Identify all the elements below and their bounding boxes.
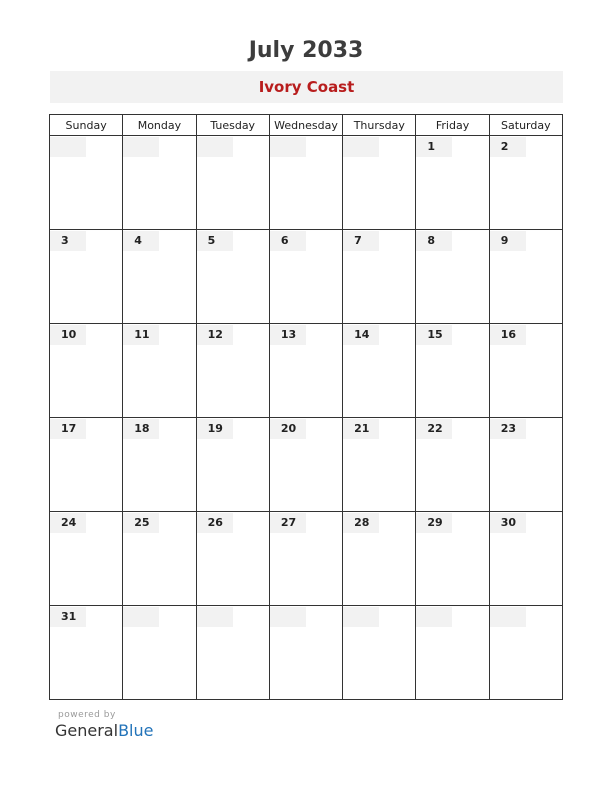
powered-by-text: powered by xyxy=(58,710,116,720)
day-number: 7 xyxy=(343,231,379,251)
day-cell[interactable] xyxy=(269,606,342,700)
day-number: 30 xyxy=(490,513,526,533)
weekday-header: Friday xyxy=(416,115,489,136)
day-cell[interactable] xyxy=(269,230,342,324)
day-cell[interactable] xyxy=(416,606,489,700)
day-cell[interactable] xyxy=(196,324,269,418)
day-cell[interactable] xyxy=(123,606,196,700)
day-number: 10 xyxy=(50,325,86,345)
weekday-header: Thursday xyxy=(343,115,416,136)
day-cell[interactable] xyxy=(269,512,342,606)
day-cell[interactable] xyxy=(416,324,489,418)
day-number: 9 xyxy=(490,231,526,251)
day-cell[interactable] xyxy=(50,136,123,230)
day-number: 3 xyxy=(50,231,86,251)
day-number: 12 xyxy=(197,325,233,345)
day-number xyxy=(270,137,306,157)
day-cell[interactable] xyxy=(416,136,489,230)
day-cell[interactable] xyxy=(416,230,489,324)
day-number: 11 xyxy=(123,325,159,345)
week-row xyxy=(50,418,563,512)
day-number: 17 xyxy=(50,419,86,439)
week-row xyxy=(50,136,563,230)
day-number: 22 xyxy=(416,419,452,439)
day-number xyxy=(490,607,526,627)
brand-name-general: General xyxy=(55,721,119,740)
country-banner xyxy=(50,71,563,103)
day-cell[interactable] xyxy=(196,136,269,230)
weekday-header: Tuesday xyxy=(196,115,269,136)
day-cell[interactable] xyxy=(50,324,123,418)
day-cell[interactable] xyxy=(489,136,562,230)
week-row xyxy=(50,230,563,324)
day-cell[interactable] xyxy=(123,512,196,606)
day-cell[interactable] xyxy=(50,606,123,700)
day-number: 18 xyxy=(123,419,159,439)
day-number: 14 xyxy=(343,325,379,345)
day-number: 20 xyxy=(270,419,306,439)
day-cell[interactable] xyxy=(50,230,123,324)
day-cell[interactable] xyxy=(269,136,342,230)
day-cell[interactable] xyxy=(416,512,489,606)
day-cell[interactable] xyxy=(123,324,196,418)
day-cell[interactable] xyxy=(343,606,416,700)
day-cell[interactable] xyxy=(489,512,562,606)
day-number xyxy=(270,607,306,627)
day-cell[interactable] xyxy=(489,418,562,512)
day-number xyxy=(343,137,379,157)
day-number: 6 xyxy=(270,231,306,251)
day-cell[interactable] xyxy=(196,418,269,512)
day-number: 2 xyxy=(490,137,526,157)
day-number: 8 xyxy=(416,231,452,251)
day-number xyxy=(197,137,233,157)
day-cell[interactable] xyxy=(269,324,342,418)
day-cell[interactable] xyxy=(123,136,196,230)
day-number: 1 xyxy=(416,137,452,157)
day-number: 19 xyxy=(197,419,233,439)
day-number xyxy=(123,137,159,157)
country-label: Ivory Coast xyxy=(258,78,355,96)
day-cell[interactable] xyxy=(196,606,269,700)
day-cell[interactable] xyxy=(50,418,123,512)
weekday-header: Wednesday xyxy=(269,115,342,136)
day-cell[interactable] xyxy=(343,324,416,418)
day-cell[interactable] xyxy=(489,324,562,418)
day-number: 21 xyxy=(343,419,379,439)
day-number: 24 xyxy=(50,513,86,533)
weekday-header: Monday xyxy=(123,115,196,136)
day-cell[interactable] xyxy=(196,512,269,606)
calendar-body xyxy=(50,136,563,700)
day-number: 4 xyxy=(123,231,159,251)
day-cell[interactable] xyxy=(50,512,123,606)
day-number: 26 xyxy=(197,513,233,533)
day-number: 5 xyxy=(197,231,233,251)
page-title: July 2033 xyxy=(248,38,364,63)
weekday-header-row xyxy=(50,115,563,136)
day-number xyxy=(197,607,233,627)
week-row xyxy=(50,512,563,606)
day-number: 31 xyxy=(50,607,86,627)
day-number xyxy=(123,607,159,627)
day-number: 25 xyxy=(123,513,159,533)
week-row xyxy=(50,606,563,700)
day-number xyxy=(416,607,452,627)
day-number: 27 xyxy=(270,513,306,533)
day-number: 16 xyxy=(490,325,526,345)
day-cell[interactable] xyxy=(269,418,342,512)
day-cell[interactable] xyxy=(343,418,416,512)
day-number xyxy=(343,607,379,627)
weekday-header: Sunday xyxy=(50,115,123,136)
day-cell[interactable] xyxy=(416,418,489,512)
day-cell[interactable] xyxy=(343,230,416,324)
day-cell[interactable] xyxy=(123,418,196,512)
day-number: 15 xyxy=(416,325,452,345)
day-number: 13 xyxy=(270,325,306,345)
weekday-header: Saturday xyxy=(489,115,562,136)
day-number: 23 xyxy=(490,419,526,439)
day-cell[interactable] xyxy=(489,230,562,324)
brand-name-blue: Blue xyxy=(118,721,154,740)
day-cell[interactable] xyxy=(343,136,416,230)
day-cell[interactable] xyxy=(196,230,269,324)
day-cell[interactable] xyxy=(123,230,196,324)
day-number: 28 xyxy=(343,513,379,533)
day-number xyxy=(50,137,86,157)
day-cell[interactable] xyxy=(343,512,416,606)
day-number: 29 xyxy=(416,513,452,533)
week-row xyxy=(50,324,563,418)
calendar-grid xyxy=(49,114,563,700)
day-cell[interactable] xyxy=(489,606,562,700)
brand-logo[interactable] xyxy=(55,721,153,740)
